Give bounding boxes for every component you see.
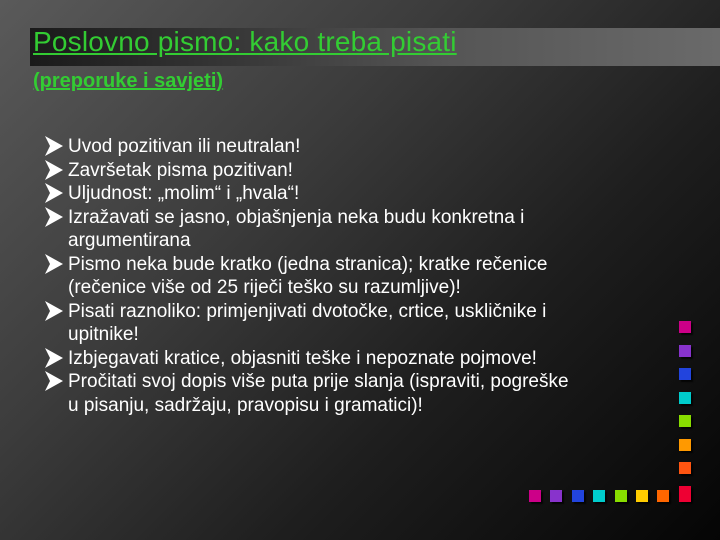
arrow-bullet-icon — [44, 348, 64, 368]
arrow-bullet-icon — [44, 371, 64, 391]
arrow-bullet-icon — [44, 207, 64, 227]
bullet-item — [46, 370, 706, 417]
decorative-square — [593, 490, 605, 502]
bullet-item — [46, 347, 706, 371]
slide-subtitle: (preporuke i savjeti) — [33, 70, 224, 92]
decorative-square — [636, 490, 648, 502]
bullet-item — [46, 253, 706, 300]
decorative-square — [679, 368, 691, 380]
arrow-bullet-icon — [44, 301, 64, 321]
bullet-text-continuation: upitnike! — [68, 324, 139, 345]
bullet-item — [46, 135, 706, 159]
bullet-text: Pisati raznoliko: primjenjivati dvotočke, crtice, uskličnike i — [68, 300, 547, 322]
decorative-square — [572, 490, 584, 502]
decorative-square — [679, 415, 691, 427]
bullet-text: Pročitati svoj dopis više puta prije slanja (ispraviti, pogreške — [68, 371, 569, 392]
bullet-text-continuation: argumentirana — [68, 230, 191, 251]
bullet-list — [46, 135, 706, 417]
decorative-square — [679, 345, 691, 357]
bullet-text: Uvod pozitivan ili neutralan! — [68, 136, 301, 157]
arrow-bullet-icon — [44, 160, 64, 180]
bullet-text: Završetak pisma pozitivan! — [68, 159, 293, 181]
decorative-square — [550, 490, 562, 502]
decorative-squares-row — [529, 490, 699, 504]
decorative-square — [679, 392, 691, 404]
slide-title: Poslovno pismo: kako treba pisati — [33, 26, 457, 57]
decorative-square — [679, 321, 691, 333]
bullet-text-continuation: (rečenice više od 25 riječi teško su razumljive)! — [68, 277, 461, 298]
bullet-item — [46, 300, 706, 347]
bullet-text-continuation: u pisanju, sadržaju, pravopisu i gramatici)! — [68, 394, 423, 416]
decorative-square — [615, 490, 627, 502]
bullet-text: Pismo neka bude kratko (jedna stranica); kratke rečenice — [68, 253, 548, 275]
bullet-text: Izražavati se jasno, objašnjenja neka budu konkretna i — [68, 206, 525, 228]
decorative-square — [679, 462, 691, 474]
bullet-item — [46, 206, 706, 253]
bullet-text: Uljudnost: „molim“ i „hvala“! — [68, 183, 300, 204]
arrow-bullet-icon — [44, 136, 64, 156]
bullet-item — [46, 159, 706, 183]
arrow-bullet-icon — [44, 183, 64, 203]
decorative-square — [657, 490, 669, 502]
arrow-bullet-icon — [44, 254, 64, 274]
bullet-text: Izbjegavati kratice, objasniti teške i nepoznate pojmove! — [68, 347, 537, 369]
decorative-square — [679, 490, 691, 502]
decorative-square — [679, 439, 691, 451]
decorative-square — [529, 490, 541, 502]
bullet-item — [46, 182, 706, 206]
